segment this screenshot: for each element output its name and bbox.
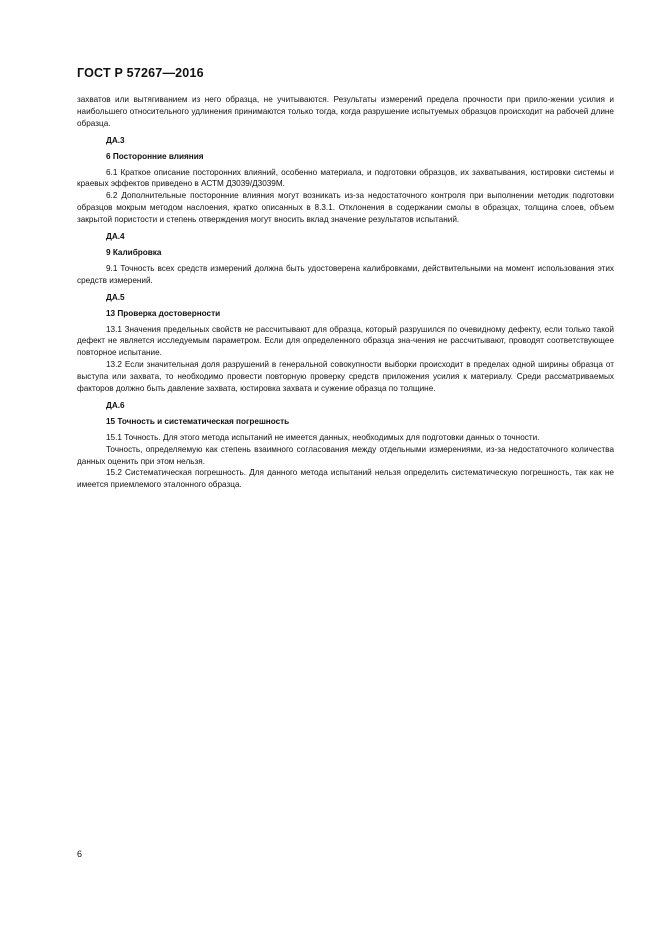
paragraph-6-2: 6.2 Дополнительные посторонние влияния могут возникать из-за недостаточного контроля при выполнении методик подготовки образцов мокрым методом наслоения, кратко описанных в 8.3.1. Отклонения в содержании смолы в образцах, толщина слоев, объем закрытой пористости и степень отверждения могут вносить вклад значение результатов испытаний. bbox=[77, 191, 614, 225]
paragraph-continuation: захватов или вытягиванием из него образца, не учитываются. Результаты измерений предела прочности при прило-жении усилия и наибольшего относительного удлинения принимаются только тогда, когда разрушение испытуемых образцов происходит на рабочей длине образца. bbox=[77, 95, 614, 128]
page-number: 6 bbox=[77, 849, 83, 859]
paragraph-13-1: 13.1 Значения предельных свойств не рассчитывают для образца, который разрушился по очевидному дефекту, если только такой дефект не является исследуемым параметром. Если для определенного образца зна-чения не рассчитывают, проводят соответствующее повторное испытание. bbox=[77, 324, 614, 358]
paragraph-6-1: 6.1 Краткое описание посторонних влияний, особенно материала, и подготовки образцов, их захватывания, юстировки системы и краевых эффектов приведено в АСТМ Д3039/Д3039М. bbox=[77, 167, 614, 189]
section-heading-13: 13 Проверка достоверности bbox=[106, 308, 221, 318]
appendix-section-da6: ДА.6 bbox=[106, 400, 125, 410]
appendix-section-da4: ДА.4 bbox=[106, 232, 125, 242]
appendix-section-da5: ДА.5 bbox=[106, 292, 125, 302]
paragraph-15-2: 15.2 Систематическая погрешность. Для данного метода испытаний нельзя определить систематическую погрешность, так как не имеется приемлемого эталонного образца. bbox=[77, 468, 614, 490]
paragraph-15-1: 15.1 Точность. Для этого метода испытаний не имеется данных, необходимых для подготовки данных о точности. bbox=[106, 432, 540, 442]
section-heading-6: 6 Посторонние влияния bbox=[106, 151, 204, 161]
appendix-section-da3: ДА.3 bbox=[106, 135, 125, 145]
section-heading-15: 15 Точность и систематическая погрешность bbox=[106, 416, 290, 426]
document-body bbox=[77, 94, 614, 491]
paragraph-13-2: 13.2 Если значительная доля разрушений в генеральной совокупности выборки происходит в пределах одной ширины образца от выступа или захвата, то необходимо провести повторную проверку средств приложения усилия к материалу. Среди рассматриваемых факторов должно быть давление захвата, юстировка захвата и сужение образца по толщине. bbox=[77, 360, 614, 394]
paragraph-15-1-continued: Точность, определяемую как степень взаимного согласования между отдельными измерениями, из-за недостаточного количества данных оценить при этом нельзя. bbox=[77, 444, 614, 466]
section-heading-9: 9 Калибровка bbox=[106, 247, 162, 257]
document-header: ГОСТ Р 57267—2016 bbox=[77, 66, 204, 80]
paragraph-9-1: 9.1 Точность всех средств измерений должна быть удостоверена калибровками, действительными на момент использования этих средств измерений. bbox=[77, 263, 614, 285]
